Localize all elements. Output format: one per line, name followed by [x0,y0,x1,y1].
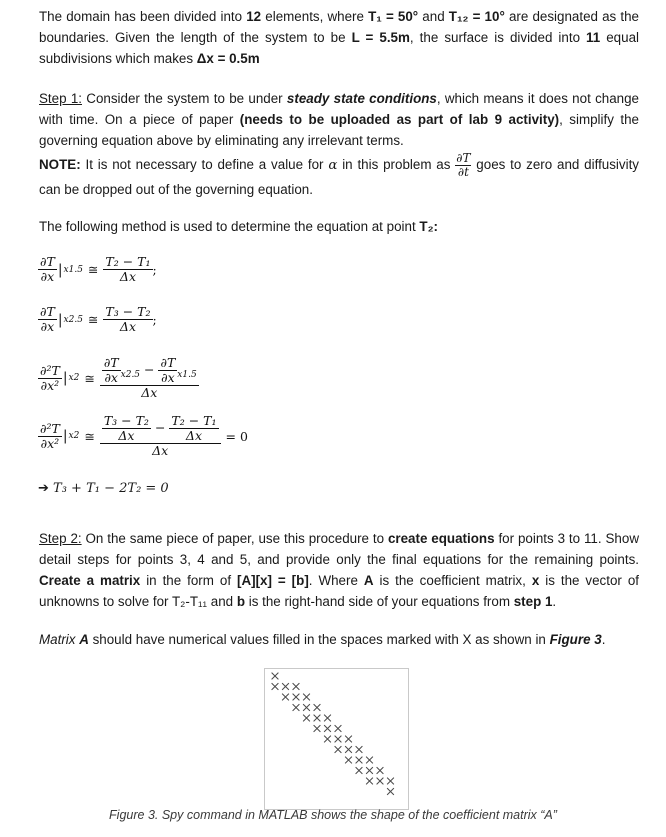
matrix-entry-marker [356,757,363,764]
matrix-entry-marker [335,746,342,753]
intro-paragraph: The domain has been divided into 12 elements, where T₁ = 50° and T₁₂ = 10° are designated as the boundaries. Given the length of the system to be L = 5.5m, the surface is divided into 11 equal subdivisions which makes Δx = 0.5m [39,9,640,66]
matrix-entry-marker [303,715,310,722]
matrix-entry-marker [303,704,310,711]
matrix-entry-marker [356,746,363,753]
matrix-entry-marker [314,715,321,722]
matrix-entry-marker [366,778,373,785]
matrix-entry-marker [314,704,321,711]
matrix-entry-marker [303,694,310,701]
matrix-note: Matrix A should have numerical values filled in the spaces marked with X as shown in Figure 3. [39,632,606,647]
matrix-entry-marker [272,673,279,680]
matrix-entry-marker [366,757,373,764]
matrix-entry-marker [377,767,384,774]
method-intro: The following method is used to determine the equation at point T₂: [39,219,438,234]
matrix-entry-marker [345,746,352,753]
matrix-entry-marker [324,725,331,732]
result-equation: ➔ T₃ + T₁ − 2T₂ = 0 [38,481,169,496]
step1-paragraph: Step 1: Consider the system to be under steady state conditions, which means it does not change with time. On a piece of paper (needs to be uploaded as part of lab 9 activity), simplify the governing equation above by eliminating any irrelevant terms. [39,91,640,148]
step2-paragraph: Step 2: On the same piece of paper, use this procedure to create equations for points 3 to 11. Show detail steps for points 3, 4 and 5, and provide only the final equations for the remaining points. Create a matrix in the form of [A][x] = [b]. Where A is the coefficient matrix, x is the vector of unknowns to solve for T₂-T₁₁ and b is the right-hand side of your equations from step 1. [39,531,639,609]
spy-plot [265,669,408,809]
matrix-entry-marker [366,767,373,774]
matrix-entry-marker [324,736,331,743]
matrix-entry-marker [387,788,394,795]
spy-plot-figure [264,668,409,810]
equation-1: ∂T ∂x | x1.5 ≅ T₂ − T₁ Δx ; [40,254,157,284]
arrow-icon: ➔ [38,481,49,496]
matrix-entry-marker [324,715,331,722]
matrix-entry-marker [314,725,321,732]
matrix-entry-marker [282,694,289,701]
dT-dt-fraction: $\frac{\partial T}{\partial t}$ [456,151,471,179]
matrix-entry-marker [293,704,300,711]
matrix-entry-marker [345,757,352,764]
matrix-entry-marker [282,683,289,690]
matrix-entry-marker [293,694,300,701]
matrix-entry-marker [293,683,300,690]
matrix-entry-marker [272,683,279,690]
matrix-entry-marker [335,725,342,732]
note-paragraph: NOTE: It is not necessary to define a value for α in this problem as $\frac{\partial T}{\partial t}$ goes to zero and diffusivity can be dropped out of the governing equation. [39,151,639,197]
matrix-entry-marker [356,767,363,774]
matrix-entry-marker [377,778,384,785]
equation-4: ∂²T ∂x² | x2 ≅ $\frac{\text{T₃ − T₂}}{\Delta x}$ − $\frac{\text{T₂ − T₁}}{\Delta x}$ Δx = 0 [40,413,248,458]
matrix-entry-marker [387,778,394,785]
figure-caption: Figure 3. Spy command in MATLAB shows the shape of the coefficient matrix “A” [109,808,557,822]
matrix-entry-marker [335,736,342,743]
equation-3: ∂²T ∂x² | x2 ≅ $\frac{\partial T}{\partial x}$ $_{x2.5}$ − $\frac{\partial T}{\partial x}$ $_{x1.5}$ Δx [40,355,197,400]
matrix-entry-marker [345,736,352,743]
equation-2: ∂T ∂x | x2.5 ≅ T₃ − T₂ Δx ; [40,304,157,334]
